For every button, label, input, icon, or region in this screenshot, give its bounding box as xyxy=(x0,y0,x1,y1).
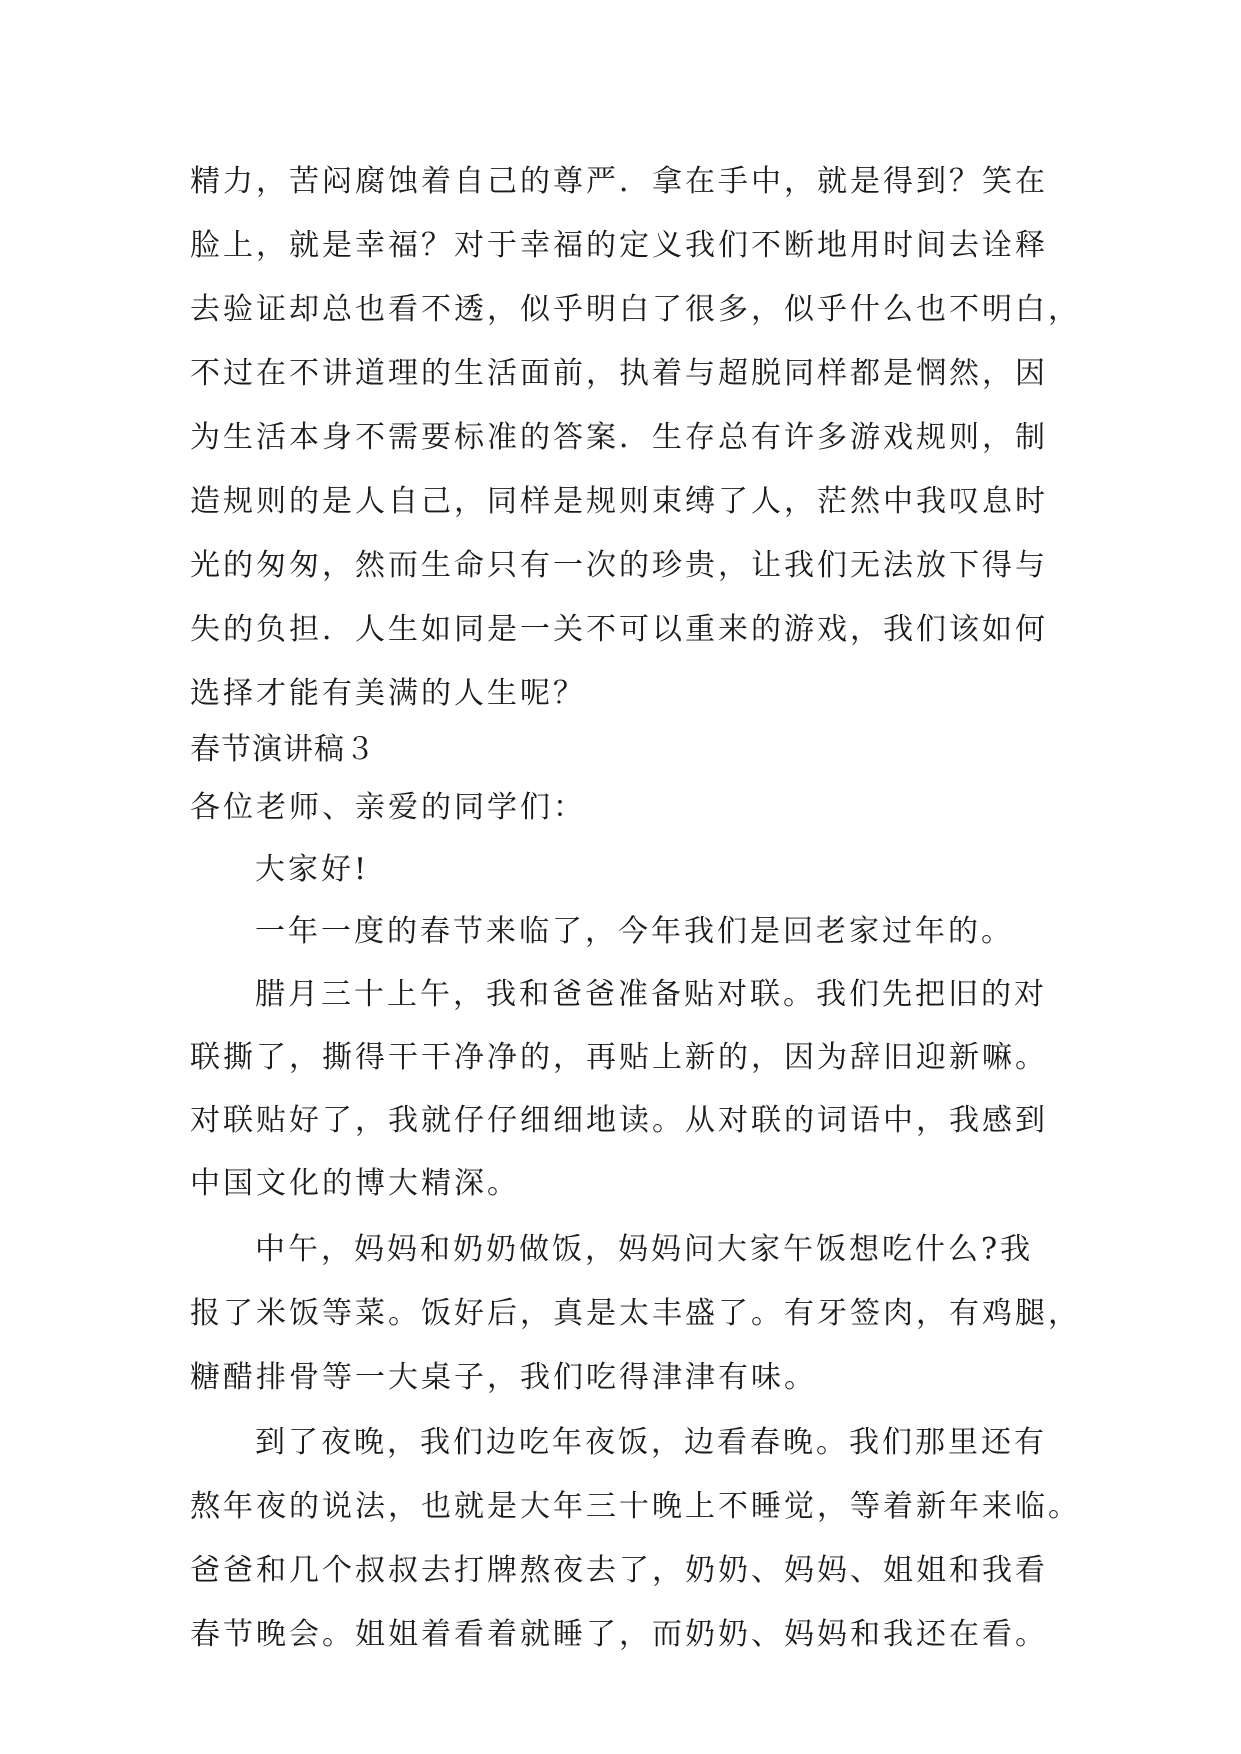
text-line: 脸上，就是幸福？对于幸福的定义我们不断地用时间去诠释 xyxy=(190,228,1048,263)
paragraph-line: 对联贴好了，我就仔仔细细地读。从对联的词语中，我感到 xyxy=(190,1103,1048,1138)
paragraph-line: 报了米饭等菜。饭好后，真是太丰盛了。有牙签肉，有鸡腿， xyxy=(190,1296,1081,1331)
text-line: 造规则的是人自己，同样是规则束缚了人，茫然中我叹息时 xyxy=(190,484,1048,519)
section-heading: 春节演讲稿３ xyxy=(190,732,376,767)
paragraph-line: 中国文化的博大精深。 xyxy=(190,1166,520,1201)
paragraph-line: 春节晚会。姐姐着看着就睡了，而奶奶、妈妈和我还在看。 xyxy=(190,1617,1048,1652)
salutation: 各位老师、亲爱的同学们： xyxy=(190,790,586,825)
text-line: 精力，苦闷腐蚀着自己的尊严．拿在手中，就是得到？笑在 xyxy=(190,164,1048,199)
paragraph-line: 糖醋排骨等一大桌子，我们吃得津津有味。 xyxy=(190,1360,817,1395)
paragraph-line: 中午，妈妈和奶奶做饭，妈妈问大家午饭想吃什么?我 xyxy=(255,1232,1034,1267)
text-line: 选择才能有美满的人生呢？ xyxy=(190,676,586,711)
paragraph-line: 爸爸和几个叔叔去打牌熬夜去了，奶奶、妈妈、姐姐和我看 xyxy=(190,1553,1048,1588)
greeting: 大家好! xyxy=(255,852,370,887)
paragraph-line: 腊月三十上午，我和爸爸准备贴对联。我们先把旧的对 xyxy=(255,977,1047,1012)
paragraph-line: 联撕了，撕得干干净净的，再贴上新的，因为辞旧迎新嘛。 xyxy=(190,1040,1048,1075)
paragraph-line: 熬年夜的说法，也就是大年三十晚上不睡觉，等着新年来临。 xyxy=(190,1489,1081,1524)
text-line: 为生活本身不需要标准的答案．生存总有许多游戏规则，制 xyxy=(190,420,1048,455)
text-line: 失的负担．人生如同是一关不可以重来的游戏，我们该如何 xyxy=(190,612,1048,647)
text-line: 不过在不讲道理的生活面前，执着与超脱同样都是惘然，因 xyxy=(190,356,1048,391)
paragraph-line: 到了夜晚，我们边吃年夜饭，边看春晚。我们那里还有 xyxy=(255,1425,1047,1460)
text-line: 去验证却总也看不透，似乎明白了很多，似乎什么也不明白， xyxy=(190,292,1081,327)
text-line: 光的匆匆，然而生命只有一次的珍贵，让我们无法放下得与 xyxy=(190,548,1048,583)
paragraph-line: 一年一度的春节来临了，今年我们是回老家过年的。 xyxy=(255,914,1014,949)
